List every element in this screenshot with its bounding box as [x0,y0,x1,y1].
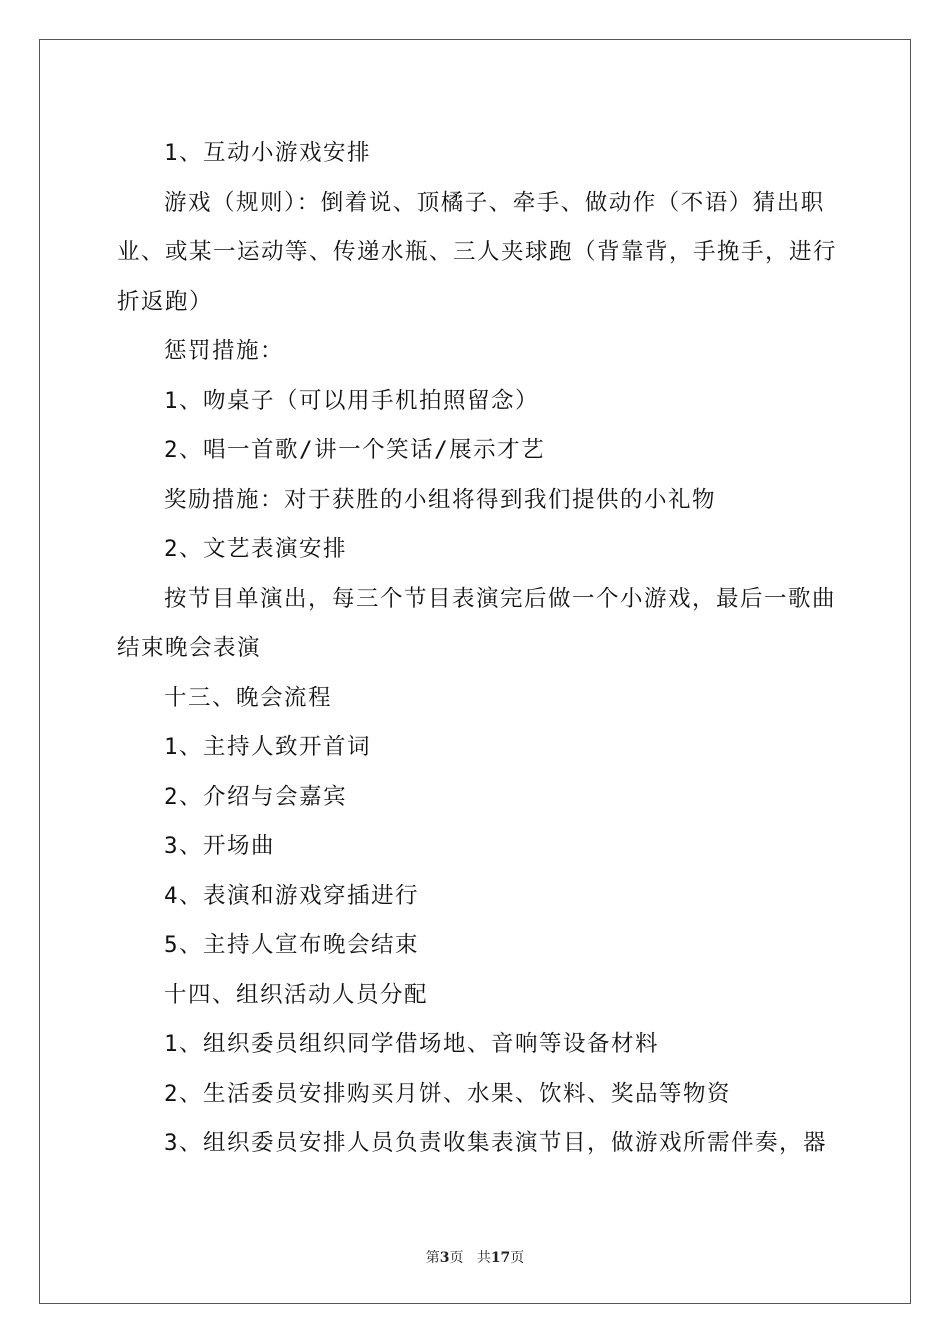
paragraph: 游戏（规则）：倒着说、顶橘子、牵手、做动作（不语）猜出职业、或某一运动等、传递水瓶、三人夹球跑（背靠背，手挽手，进行折返跑） [117,189,838,315]
paragraph: 2、生活委员安排购买月饼、水果、饮料、奖品等物资 [164,1080,732,1107]
paragraph: 惩罚措施： [164,338,285,364]
paragraph: 2、介绍与会嘉宾 [164,783,348,810]
paragraph: 3、组织委员安排人员负责收集表演节目，做游戏所需伴奏，器 [164,1130,828,1156]
paragraph: 3、开场曲 [164,833,276,859]
paragraph: 1、主持人致开首词 [164,734,372,760]
paragraph: 1、互动小游戏安排 [164,140,372,166]
page-prefix: 第 [425,1250,440,1266]
paragraph: 十三、晚会流程 [164,684,333,711]
paragraph: 2、唱一首歌/讲一个笑话/展示才艺 [164,437,546,463]
paragraph: 奖励措施：对于获胜的小组将得到我们提供的小礼物 [164,486,717,513]
document-body [117,129,837,1169]
total-pages: 17 [490,1250,511,1266]
page-suffix: 页 [449,1250,464,1266]
paragraph: 1、组织委员组织同学借场地、音响等设备材料 [164,1031,660,1057]
page-number: 3 [439,1250,450,1266]
total-prefix: 共 [476,1250,491,1266]
page-footer [0,1247,950,1267]
paragraph: 十四、组织活动人员分配 [164,981,429,1008]
paragraph: 1、吻桌子（可以用手机拍照留念） [164,387,540,414]
paragraph: 4、表演和游戏穿插进行 [164,882,420,909]
paragraph: 2、文艺表演安排 [164,536,348,562]
paragraph: 按节目单演出，每三个节目表演完后做一个小游戏，最后一歌曲结束晚会表演 [117,585,837,661]
total-suffix: 页 [510,1250,525,1266]
paragraph: 5、主持人宣布晚会结束 [164,932,420,958]
